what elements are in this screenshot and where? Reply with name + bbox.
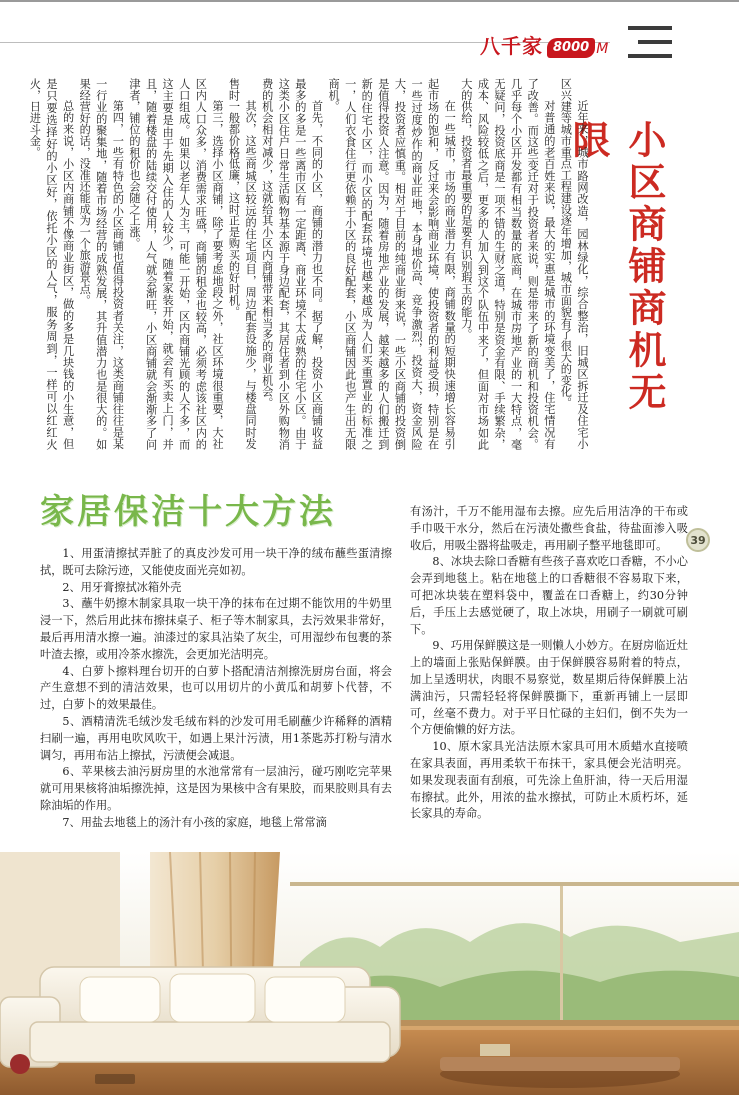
tip-paragraph: 2、用牙膏擦拭冰箱外壳 xyxy=(62,580,182,594)
tip-paragraph: 7、用盐去地毯上的汤汁有小孩的家庭，地毯上常常滴 xyxy=(62,815,327,829)
tip-paragraph: 10、原木家具光洁法原木家具可用木质蜡水直接喷在家具表面，再用柔软干布抹干，家具便会光洁明亮。如果发现表面有刮痕，可先涂上鱼肝油，待一天后用湿布擦拭。此外，用浓的盐水擦拭，可防止木质朽坏，延长家具的寿命。 xyxy=(410,740,688,821)
page-header xyxy=(0,0,739,62)
article-column-left xyxy=(40,546,392,836)
article-paragraph: 对普通的老百姓来说，最大的实惠是城市的环境变美了，住宅情况有了改善。而这些变迁对于投资者来说，则是带来了新的商机和投资机会。几乎每个小区开发都有相当数量的底商，在城市房地产业的一大特点，毫无疑问，投资底商是一项不错的生财之道，特别是资金有限、手续繁杂，成本、风险较低之后，更多的人加入到这个队伍中来了，但面对市场如此大的供给，投资者最重要的是要有识别瑕玉的能力。 xyxy=(459,78,556,450)
tip-paragraph: 9、巧用保鲜膜这是一则懒人小妙方。在厨房临近灶上的墙面上张贴保鲜膜。由于保鲜膜容易附着的特点，加上呈透明状，肉眼不易察觉，数星期后待保鲜膜上沾满油污，只需轻轻将保鲜膜撕下，重新再铺上一层即可，丝毫不费力。对于平日忙碌的主妇们，倒不失为一个方便偷懒的好方法。 xyxy=(410,639,688,737)
tip-paragraph: 有汤汁，千万不能用湿布去擦。应先后用洁净的干布或手巾吸干水分，然后在污渍处撒些食盐，待盐面渗入吸收后，用吸尘器将盐吸走，再用刷子整平地毯即可。 xyxy=(410,505,688,552)
article-paragraph: 其次，这些商城区较远的住宅项目，周边配套设施少，与楼盘同时发售时一般都价格低廉，这时正是购买的好时机。 xyxy=(227,78,258,450)
section-title: 家居保洁十大方法 xyxy=(40,492,336,532)
tip-paragraph: 1、用蛋清擦拭弄脏了的真皮沙发可用一块干净的绒布蘸些蛋清擦拭，既可去除污迹，又能使皮面光亮如初。 xyxy=(40,547,392,577)
article-column-right xyxy=(410,504,688,849)
tip-paragraph: 3、蘸牛奶擦木制家具取一块干净的抹布在过期不能饮用的牛奶里浸一下，然后用此抹布擦抹桌子、柜子等木制家具，去污效果非常好，最后再用清水擦一遍。油漆过的家具沾染了灰尘，可用湿纱布包裹的茶叶渣去擦，或用冷茶水擦洗，会更加光洁明亮。 xyxy=(40,597,392,661)
article-paragraph: 近年来，城市路网改造，园林绿化，综合整治，旧城区拆迁及住宅小区兴建等城市重点工程建设逐年增加，城市面貌有了很大的变化。 xyxy=(559,78,589,450)
logo-suffix: M xyxy=(596,41,609,57)
logo-number: 8000 xyxy=(547,38,595,58)
article-title-vertical: 小区商铺商机无限 xyxy=(566,120,667,414)
page-number-badge: 39 xyxy=(686,528,710,552)
article-paragraph: 总的来说，小区内商铺不像商业街区，做的多是几块钱的小生意，但是只要选择好的小区好，依托小区的人气，服务周到，一样可以红红火火，日进斗金。 xyxy=(28,78,75,450)
tip-paragraph: 6、苹果核去油污厨房里的水池常常有一层油污，碰巧刚吃完苹果就可用果核将油垢擦洗掉，这是因为果核中含有果胶，而果胶则具有去除油垢的作用。 xyxy=(40,765,392,812)
article-paragraph: 第三，选择小区商铺，除了要考虑地段之外，社区环境很重要，大社区内人口众多，消费需求旺盛，商铺的租金也较高，必须考虑该社区内的人口组成。如果以老年人为主，可能一开始，区内商铺光顾的人不多，而这主要是由于先期入住的人较少，随着家装开始，就会有买卖上门，并且，随着楼盘的陆续交付使用，人气就会渐旺，小区商铺就会渐渐多了问津者，铺位的租价也会随之上涨。 xyxy=(127,78,224,450)
living-room-sofa-illustration xyxy=(0,852,739,1095)
tip-paragraph: 4、白萝卜擦料理台切开的白萝卜搭配清洁剂擦洗厨房台面，将会产生意想不到的清洁效果，也可以用切片的小黄瓜和胡萝卜代替，不过，白萝卜的效果最佳。 xyxy=(40,664,392,712)
header-rule-top xyxy=(0,0,739,2)
article-paragraph: 首先，不同的小区，商铺的潜力也不同。据了解，投资小区商铺收益最多的多是一些离市区有一定距离、商业环境不太成熟的住宅小区。由于这类小区住户日常生活购物基本源于身边配套，其居住者到小区外购物消费的机会相对减少，这就给其小区内商铺带来相当多的商业机会。 xyxy=(260,78,324,450)
article-paragraph: 第四，一些有特色的小区商铺也值得投资者关注，这类商铺往往是某一行业的聚集地，随着市场经营的成熟发展，其升值潜力也是很大的。如果经营好的话，没准还能成为一个旅游景点。 xyxy=(78,78,125,450)
magazine-logo xyxy=(480,24,608,58)
article-paragraph: 在一些城市，市场的商业潜力有限，商铺数量的短期快速增长容易引起市场的饱和，反过来会影响商业环境，使投资者的利益受损，特别是在一些过度炒作的商业旺地，本身地价高、竞争激烈，投资大，资金风险大，投资者应慎重。相对于目前的纯商业街来说，一些小区商铺的投资倒是值得投资人注意。因为，随着房地产业的发展，越来越多的人们搬迁到新的住宅小区，而小区的配套环境也越来越成为人们买重置业的标准之一，人们衣食住行更依赖于小区的良好配套，小区商铺因此也产生出无限商机。 xyxy=(327,78,457,450)
tip-paragraph: 5、酒精清洗毛绒沙发毛绒布料的沙发可用毛刷蘸少许稀释的酒精扫刷一遍，再用电吹风吹干，如遇上果汁污渍，用1茶匙苏打粉与清水调匀，再用布沾上擦拭，污渍便会减退。 xyxy=(40,714,392,762)
tip-paragraph: 8、冰块去除口香糖有些孩子喜欢吃口香糖，不小心会弄到地毯上。粘在地毯上的口香糖很不容易取下来，可把冰块装在塑料袋中，覆盖在口香糖上，约30分钟后，手压上去感觉硬了，取上冰块，用刷子一刷就可刷下。 xyxy=(410,555,688,636)
logo-text: 八千家 xyxy=(480,34,543,58)
article-body-vertical xyxy=(28,78,590,450)
brand-bars-icon xyxy=(628,24,672,60)
